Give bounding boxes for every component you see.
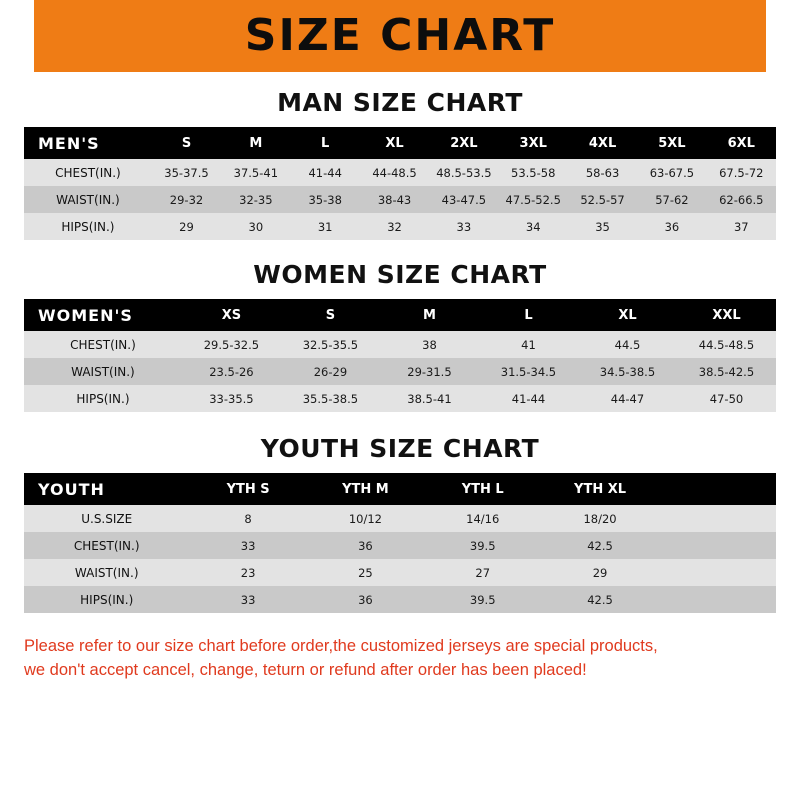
table-row (24, 213, 776, 240)
table-cell: 67.5-72 (719, 165, 764, 180)
table-cell: 29 (592, 565, 608, 580)
table-cell: 48.5-53.5 (436, 165, 492, 180)
man-col-header-3: L (321, 135, 330, 151)
youth-col-header-1: YTH S (226, 481, 270, 497)
table-cell-spacer (659, 532, 776, 559)
table-header-row (24, 299, 776, 331)
table-cell: 44-48.5 (372, 165, 417, 180)
table-cell: 52.5-57 (580, 192, 625, 207)
table-cell: 8 (244, 511, 252, 526)
table-cell: 35-37.5 (164, 165, 209, 180)
table-cell: 39.5 (469, 538, 496, 553)
table-row (24, 159, 776, 186)
man-col-header-0: MEN'S (38, 133, 100, 153)
table-cell: 18/20 (583, 511, 617, 526)
footer-note (24, 635, 776, 683)
table-row (24, 559, 776, 586)
table-cell: 35 (595, 219, 610, 234)
table-cell: 23 (240, 565, 256, 580)
table-cell: 47-50 (709, 391, 744, 406)
table-cell: 35-38 (308, 192, 342, 207)
youth-row-label-1: CHEST(IN.) (73, 538, 140, 553)
table-cell: 37 (733, 219, 749, 234)
table-cell-spacer (659, 586, 776, 613)
table-cell: 62-66.5 (719, 192, 764, 207)
table-cell: 58-63 (585, 165, 620, 180)
youth-row-label-0: U.S.SIZE (81, 511, 133, 526)
footer-note-line-1: Please refer to our size chart before order,the customized jerseys are special products, (24, 637, 658, 655)
table-cell: 38 (422, 337, 437, 352)
women-row-label-1: WAIST(IN.) (71, 364, 135, 379)
table-cell: 30 (248, 219, 264, 234)
table-cell: 14/16 (466, 511, 500, 526)
man-col-header-7: 4XL (588, 135, 617, 151)
man-col-header-1: S (181, 135, 192, 151)
table-cell: 23.5-26 (209, 364, 254, 379)
man-col-header-8: 5XL (658, 135, 686, 151)
table-cell: 32-35 (239, 192, 273, 207)
table-header-row (24, 473, 776, 505)
man-row-label-1: WAIST(IN.) (56, 192, 120, 207)
table-cell: 36 (358, 538, 373, 553)
table-cell: 31.5-34.5 (500, 364, 557, 379)
women-col-header-6: XXL (712, 307, 741, 323)
table-cell: 32 (387, 219, 402, 234)
man-col-header-4: XL (385, 135, 404, 151)
content (0, 88, 800, 613)
table-row (24, 532, 776, 559)
women-row-label-0: CHEST(IN.) (70, 337, 136, 352)
table-cell-spacer (659, 505, 776, 532)
header-right-notch (766, 0, 800, 72)
man-col-header-5: 2XL (450, 135, 478, 151)
women-col-header-2: S (325, 307, 336, 323)
table-cell: 33 (240, 538, 256, 553)
youth-row-label-2: WAIST(IN.) (74, 565, 139, 580)
youth-size-table (24, 473, 776, 613)
table-header-row (24, 127, 776, 159)
women-col-header-1: XS (221, 307, 242, 323)
women-row-label-2: HIPS(IN.) (76, 391, 130, 406)
table-cell: 63-67.5 (649, 165, 695, 180)
page-title: SIZE CHART (244, 10, 556, 61)
man-row-label-0: CHEST(IN.) (55, 165, 121, 180)
table-cell: 29 (179, 219, 194, 234)
man-col-header-9: 6XL (727, 135, 755, 151)
table-cell: 29-31.5 (407, 364, 452, 379)
youth-col-header-0: YOUTH (38, 479, 105, 499)
women-col-header-0: WOMEN'S (38, 305, 133, 325)
table-cell: 36 (358, 592, 373, 607)
table-cell: 33-35.5 (209, 391, 254, 406)
table-cell: 44.5 (614, 337, 641, 352)
table-row (24, 358, 776, 385)
youth-col-header-spacer (659, 473, 776, 505)
man-col-header-2: M (249, 135, 263, 151)
table-cell: 47.5-52.5 (505, 192, 561, 207)
table-cell: 53.5-58 (511, 165, 556, 180)
table-row (24, 385, 776, 412)
table-cell: 25 (358, 565, 373, 580)
table-row (24, 586, 776, 613)
youth-row-label-3: HIPS(IN.) (80, 592, 134, 607)
youth-col-header-2: YTH M (342, 481, 389, 497)
table-cell: 41 (521, 337, 536, 352)
table-cell: 27 (475, 565, 491, 580)
table-row (24, 186, 776, 213)
man-section-title: MAN SIZE CHART (277, 88, 523, 117)
table-row (24, 331, 776, 358)
table-cell: 36 (664, 219, 680, 234)
table-cell: 38.5-42.5 (698, 364, 755, 379)
man-row-label-2: HIPS(IN.) (61, 219, 115, 234)
table-cell: 29-32 (169, 192, 204, 207)
table-cell: 57-62 (655, 192, 689, 207)
women-section-title: WOMEN SIZE CHART (253, 260, 547, 289)
women-col-header-3: M (422, 307, 436, 323)
women-col-header-5: XL (618, 307, 637, 323)
table-cell: 35.5-38.5 (302, 391, 359, 406)
table-cell: 31 (317, 219, 333, 234)
table-cell: 38.5-41 (407, 391, 452, 406)
table-cell: 29.5-32.5 (203, 337, 260, 352)
table-cell-spacer (659, 559, 776, 586)
man-size-table (24, 127, 776, 240)
table-cell: 41-44 (511, 391, 546, 406)
youth-col-header-4: YTH XL (574, 481, 627, 497)
header-left-notch (0, 0, 34, 72)
youth-section-title: YOUTH SIZE CHART (260, 434, 540, 463)
table-cell: 33 (456, 219, 472, 234)
header-band (0, 0, 800, 72)
footer-note-line-2: we don't accept cancel, change, teturn or refund after order has been placed! (24, 660, 587, 679)
youth-col-header-3: YTH L (461, 481, 504, 497)
table-cell: 10/12 (348, 511, 382, 526)
table-cell: 43-47.5 (441, 192, 487, 207)
table-cell: 34.5-38.5 (599, 364, 656, 379)
table-cell: 34 (525, 219, 541, 234)
table-cell: 38-43 (377, 192, 412, 207)
table-cell: 39.5 (469, 592, 496, 607)
table-cell: 44-47 (610, 391, 645, 406)
table-cell: 42.5 (587, 592, 613, 607)
table-cell: 41-44 (308, 165, 342, 180)
table-cell: 26-29 (313, 364, 348, 379)
table-cell: 44.5-48.5 (698, 337, 755, 352)
man-col-header-6: 3XL (519, 135, 547, 151)
table-cell: 42.5 (587, 538, 613, 553)
women-col-header-4: L (524, 307, 533, 323)
table-cell: 37.5-41 (233, 165, 279, 180)
table-cell: 33 (240, 592, 256, 607)
table-cell: 32.5-35.5 (302, 337, 359, 352)
women-size-table (24, 299, 776, 412)
table-row (24, 505, 776, 532)
